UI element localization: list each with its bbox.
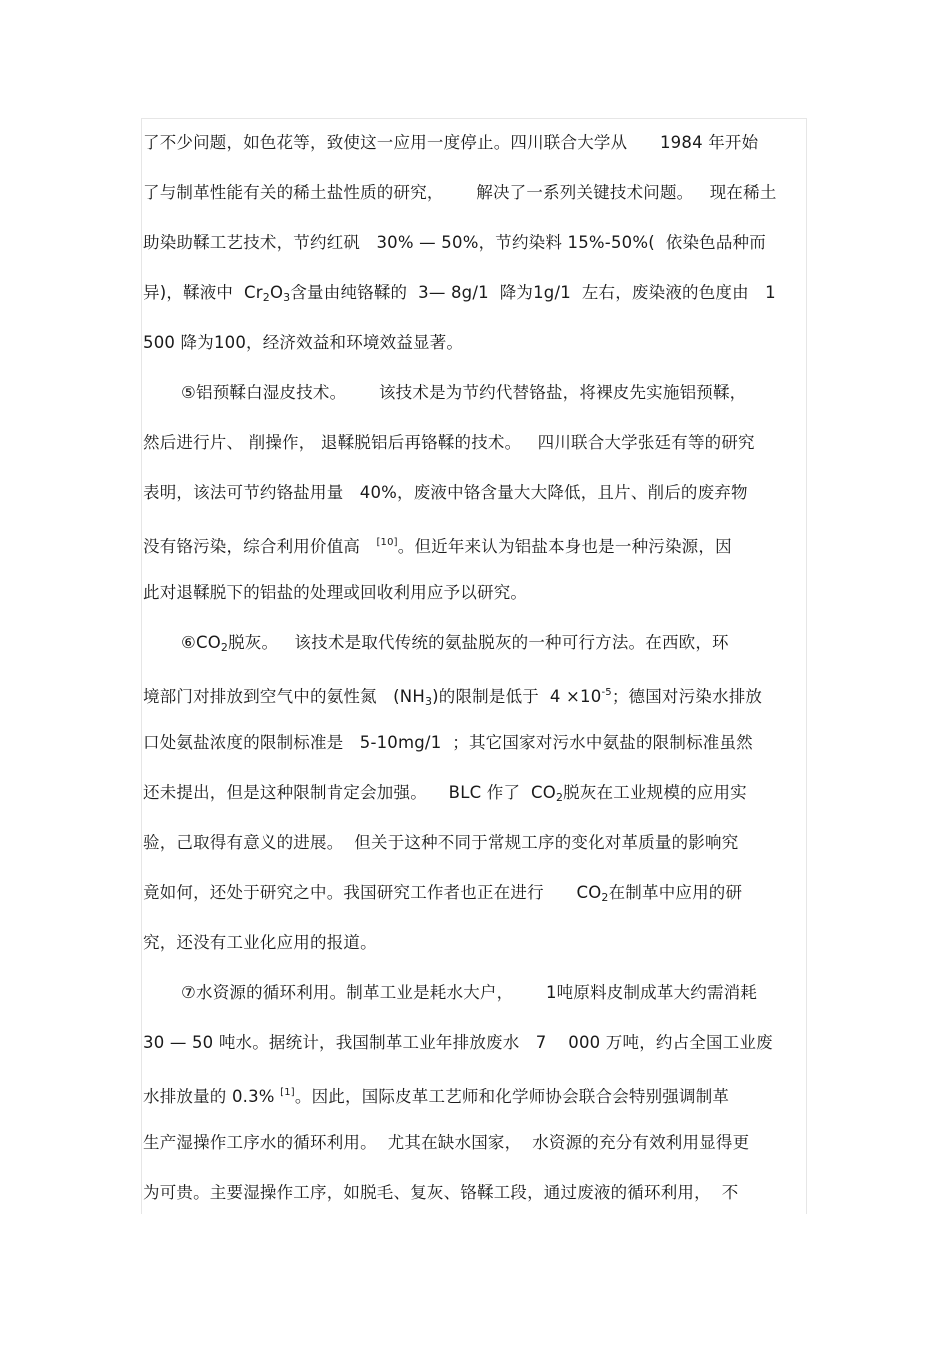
text-line: 还未提出，但是这种限制肯定会加强。 BLC 作了 $CO_2$脱灰在工业规模的应用实 [143,783,747,804]
text-line: 助染助鞣工艺技术，节约红矾 30% — 50%，节约染料 15%-50%( 依染色品种而 [143,233,766,252]
text-line: 表明，该法可节约铬盐用量 40%，废液中铬含量大大降低，且片、削后的废弃物 [143,483,748,502]
text-line: 此对退鞣脱下的铝盐的处理或回收利用应予以研究。 [143,583,528,602]
text-line: 境部门对排放到空气中的氨性氮 $(NH_3)$的限制是低于 $4 \times 10^{-5}$；德国对污染水排放 [143,687,763,708]
paragraph-start: ⑦水资源的循环利用。制革工业是耗水大户， 1吨原料皮制成革大约需消耗 [181,983,758,1002]
text-line: 口处氨盐浓度的限制标准是 5-10mg/1 ；其它国家对污水中氨盐的限制标准虽然 [143,733,753,752]
text-line: 水排放量的 0.3% [1]。因此，国际皮革工艺师和化学师协会联合会特别强调制革 [143,1087,730,1106]
text-line: 为可贵。主要湿操作工序，如脱毛、复灰、铬鞣工段，通过废液的循环利用， 不 [143,1183,739,1202]
text-line: 30 — 50 吨水。据统计，我国制革工业年排放废水 7 000 万吨，约占全国工业废 [143,1033,773,1052]
text-line: 验，己取得有意义的进展。 但关于这种不同于常规工序的变化对革质量的影响究 [143,833,739,852]
text-line: 没有铬污染，综合利用价值高 [10]。但近年来认为铝盐本身也是一种污染源，因 [143,537,732,556]
text-line: 了不少问题，如色花等，致使这一应用一度停止。四川联合大学从 1984 年开始 [143,133,759,152]
citation-ref: [1] [280,1087,295,1098]
text-line: 异)，鞣液中 $Cr_2O_3$含量由纯铬鞣的 3— 8g/1 降为1g/1 左右，废染液的色度由 1 [143,283,776,304]
text-line: 究，还没有工业化应用的报道。 [143,933,377,952]
text-line: 生产湿操作工序水的循环利用。 尤其在缺水国家， 水资源的充分有效利用显得更 [143,1133,750,1152]
text-line: 500 降为100，经济效益和环境效益显著。 [143,333,464,352]
citation-ref: [10] [376,537,398,548]
paragraph-start: ⑤铝预鞣白湿皮技术。 该技术是为节约代替铬盐，将裸皮先实施铝预鞣， [181,383,747,402]
text-line: 竟如何，还处于研究之中。我国研究工作者也正在进行 $CO_2$在制革中应用的研 [143,883,743,904]
text-line: 然后进行片、 削操作， 退鞣脱铝后再铬鞣的技术。 四川联合大学张廷有等的研究 [143,433,755,452]
paragraph-start: $⑥CO_2$脱灰。 该技术是取代传统的氨盐脱灰的一种可行方法。在西欧，环 [181,633,729,654]
text-line: 了与制革性能有关的稀土盐性质的研究， 解决了一系列关键技术问题。 现在稀土 [143,183,777,202]
